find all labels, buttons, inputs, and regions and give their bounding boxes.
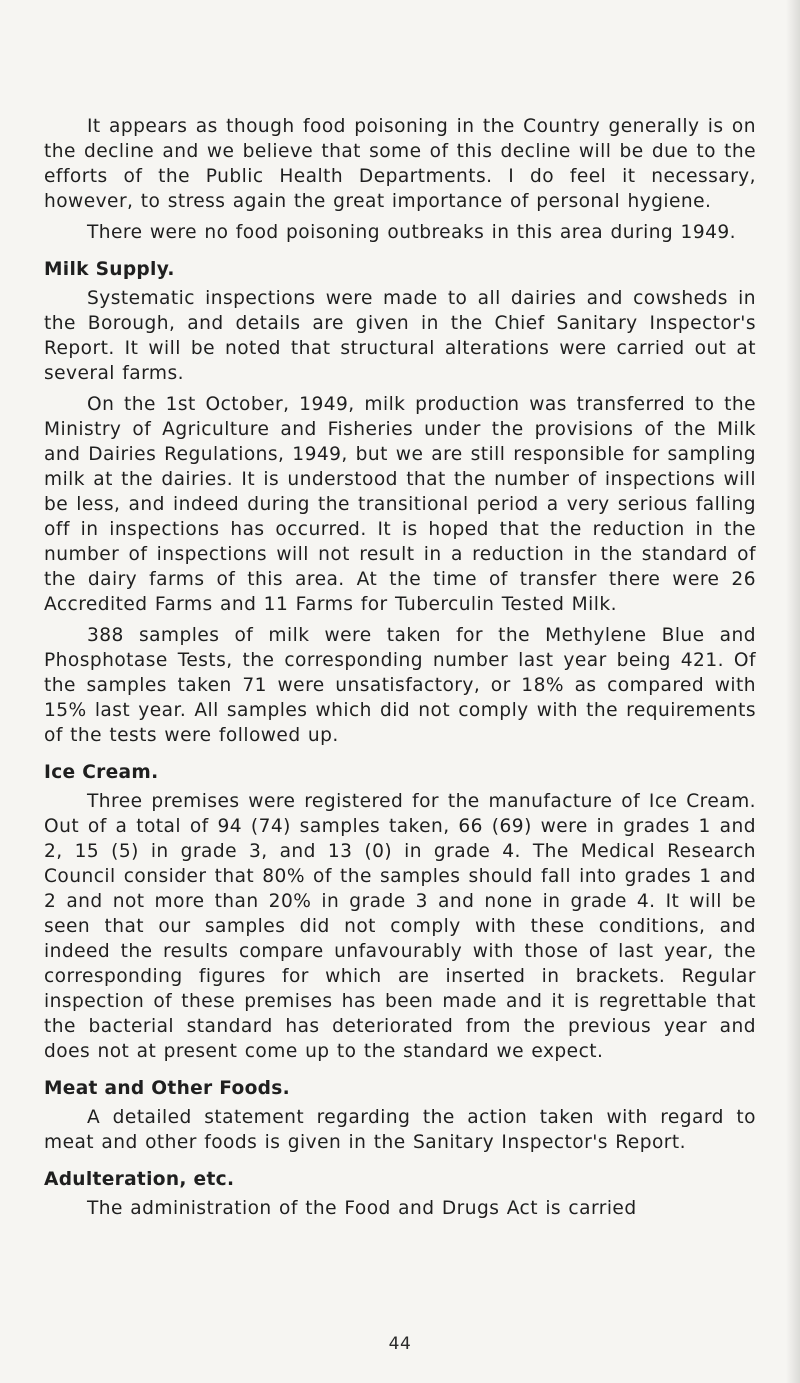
- milk-supply-heading: Milk Supply.: [44, 259, 175, 280]
- ice-cream-heading: Ice Cream.: [44, 762, 159, 783]
- page-edge-shadow: [786, 0, 800, 1383]
- ice-cream-paragraph-1: Three premises were registered for the manufacture of Ice Cream. Out of a total of 94 (74) samples taken, 66 (69) were in grades 1 and 2, 15 (5) in grade 3, and 13 (0) in grade 4. The Medical Research Council consider that 80% of the samples should fall into grades 1 and 2 and not more than 20% in grade 3 and none in grade 4. It will be seen that our samples did not comply with these conditions, and indeed the results compare unfavourably with those of last year, the corresponding figures for which are inserted in brackets. Regular inspection of these premises has been made and it is regrettable that the bacterial standard has deteriorated from the previous year and does not at present come up to the standard we expect.: [44, 791, 756, 1062]
- intro-paragraph-1: It appears as though food poisoning in the Country generally is on the decline and we believe that some of this decline will be due to the efforts of the Public Health Departments. I do feel it necessary, however, to stress again the great importance of personal hygiene.: [44, 116, 756, 212]
- adulteration-heading: Adulteration, etc.: [44, 1169, 235, 1190]
- meat-paragraph-1: A detailed statement regarding the action taken with regard to meat and other foods is given in the Sanitary Inspector's Report.: [44, 1107, 756, 1153]
- milk-supply-paragraph-1: Systematic inspections were made to all dairies and cowsheds in the Borough, and details are given in the Chief Sanitary Inspector's Report. It will be noted that structural alterations were carried out at several farms.: [44, 288, 756, 384]
- intro-paragraph-2: There were no food poisoning outbreaks in this area during 1949.: [87, 222, 737, 243]
- page-number: 44: [388, 1334, 412, 1354]
- adulteration-paragraph-1: The administration of the Food and Drugs Act is carried: [87, 1198, 637, 1219]
- milk-supply-paragraph-2: On the 1st October, 1949, milk production was transferred to the Ministry of Agriculture and Fisheries under the provisions of the Milk and Dairies Regulations, 1949, but we are still responsible for sampling milk at the dairies. It is understood that the number of inspections will be less, and indeed during the transitional period a very serious falling off in inspections has occurred. It is hoped that the reduction in the number of inspections will not result in a reduction in the standard of the dairy farms of this area. At the time of transfer there were 26 Accredited Farms and 11 Farms for Tuberculin Tested Milk.: [44, 394, 756, 615]
- milk-supply-paragraph-3: 388 samples of milk were taken for the Methylene Blue and Phosphotase Tests, the corresponding number last year being 421. Of the samples taken 71 were unsatisfactory, or 18% as compared with 15% last year. All samples which did not comply with the requirements of the tests were followed up.: [44, 625, 756, 746]
- meat-heading: Meat and Other Foods.: [44, 1078, 291, 1099]
- page-body: [44, 114, 756, 1221]
